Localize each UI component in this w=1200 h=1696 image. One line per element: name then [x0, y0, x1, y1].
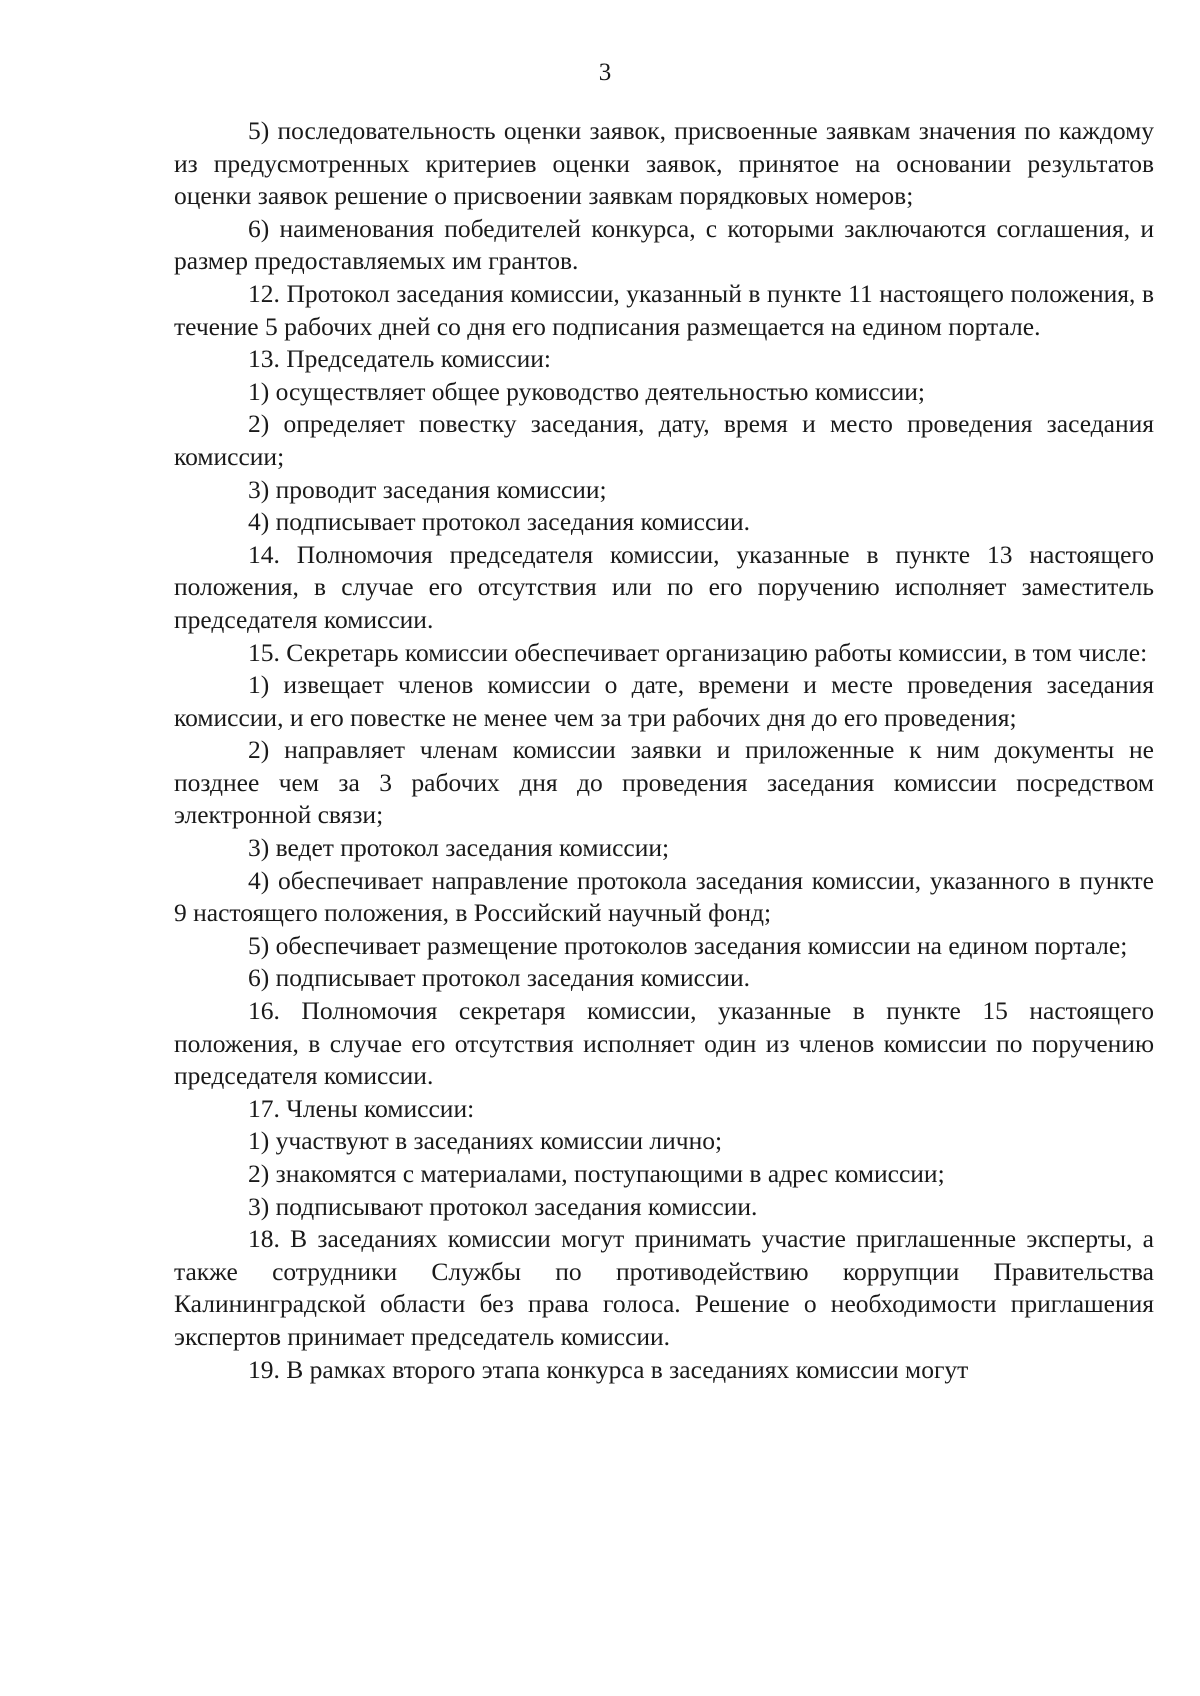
paragraph: 5) обеспечивает размещение протоколов заседания комиссии на едином портале; — [248, 930, 1128, 960]
paragraph: 6) подписывает протокол заседания комиссии. — [248, 963, 750, 993]
paragraph: 3) ведет протокол заседания комиссии; — [248, 833, 670, 863]
paragraph: 6) наименования победителей конкурса, с которыми заключаются соглашения, и размер предоставляемых им грантов. — [174, 213, 1154, 276]
paragraph: 19. В рамках второго этапа конкурса в заседаниях комиссии могут — [248, 1354, 969, 1384]
page-number: 3 — [598, 59, 612, 86]
document-body — [174, 115, 1154, 1386]
paragraph: 16. Полномочия секретаря комиссии, указанные в пункте 15 настоящего положения, в случае его отсутствия исполняет один из членов комиссии по поручению председателя комиссии. — [174, 996, 1154, 1091]
paragraph: 4) подписывает протокол заседания комиссии. — [248, 507, 750, 537]
paragraph: 17. Члены комиссии: — [248, 1093, 475, 1123]
paragraph: 1) извещает членов комиссии о дате, времени и месте проведения заседания комиссии, и его повестке не менее чем за три рабочих дня до его проведения; — [174, 670, 1154, 732]
paragraph: 18. В заседаниях комиссии могут принимать участие приглашенные эксперты, а также сотрудники Службы по противодействию коррупции Правительства Калининградской области без права голоса. Решение о необходимости приглашения экспертов принимает председатель комиссии. — [174, 1224, 1154, 1351]
paragraph: 12. Протокол заседания комиссии, указанный в пункте 11 настоящего положения, в течение 5 рабочих дней со дня его подписания размещается на едином портале. — [174, 278, 1154, 341]
paragraph: 14. Полномочия председателя комиссии, указанные в пункте 13 настоящего положения, в случае его отсутствия или по его поручению исполняет заместитель председателя комиссии. — [174, 539, 1154, 634]
paragraph: 1) осуществляет общее руководство деятельностью комиссии; — [248, 376, 926, 406]
paragraph: 1) участвуют в заседаниях комиссии лично; — [248, 1126, 723, 1156]
paragraph: 15. Секретарь комиссии обеспечивает организацию работы комиссии, в том числе: — [248, 637, 1148, 667]
paragraph: 2) знакомятся с материалами, поступающими в адрес комиссии; — [248, 1159, 945, 1188]
paragraph: 3) подписывают протокол заседания комиссии. — [248, 1191, 758, 1221]
paragraph: 2) определяет повестку заседания, дату, время и место проведения заседания комиссии; — [174, 409, 1154, 471]
paragraph: 2) направляет членам комиссии заявки и приложенные к ним документы не позднее чем за 3 рабочих дня до проведения заседания комиссии посредством электронной связи; — [174, 735, 1154, 830]
paragraph: 13. Председатель комиссии: — [248, 344, 551, 374]
paragraph: 5) последовательность оценки заявок, присвоенные заявкам значения по каждому из предусмотренных критериев оценки заявок, принятое на основании результатов оценки заявок решение о присвоении заявкам порядковых номеров; — [174, 116, 1154, 211]
paragraph: 3) проводит заседания комиссии; — [248, 474, 607, 504]
paragraph: 4) обеспечивает направление протокола заседания комиссии, указанного в пункте 9 настоящего положения, в Российский научный фонд; — [174, 865, 1154, 928]
